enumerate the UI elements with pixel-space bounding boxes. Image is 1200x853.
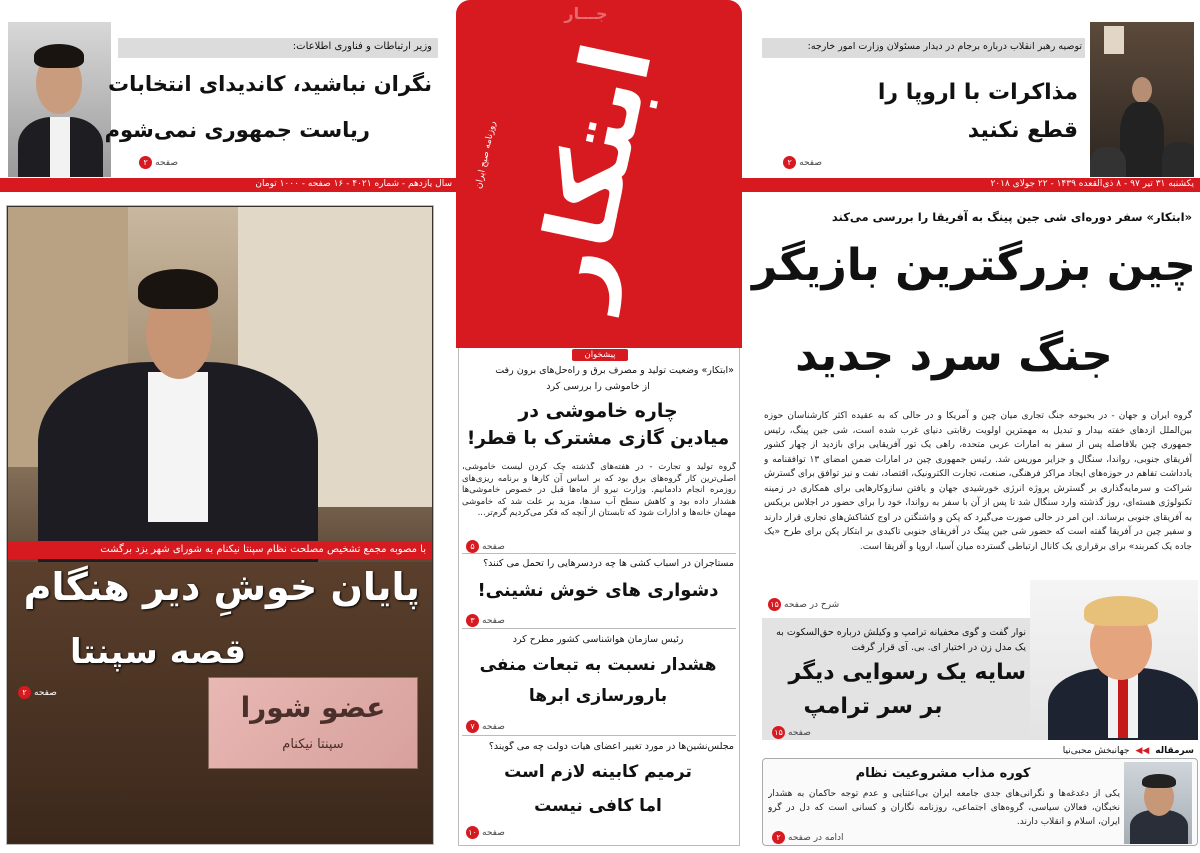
page-number-badge: ۲	[18, 686, 31, 699]
page-label: صفحه	[34, 687, 57, 698]
divider	[462, 628, 736, 629]
page-label: صفحه	[799, 157, 822, 168]
masthead-watermark: جـــار	[564, 4, 608, 23]
editorial-title[interactable]: کوره مذاب مشروعیت نظام	[855, 766, 1031, 781]
story4-kicker: مجلس‌نشین‌ها در مورد تغییر اعضای هیات دولت چه می گویند؟	[488, 741, 734, 752]
leader-photo	[1090, 22, 1194, 177]
editorial-author-photo	[1124, 762, 1192, 844]
story3-kicker: رئیس سازمان هواشناسی کشور مطرح کرد	[512, 634, 684, 645]
left-feature-headline-line1[interactable]: پایان خوشِ دیر هنگام	[23, 565, 420, 609]
top-left-kicker: وزیر ارتباطات و فناوری اطلاعات:	[292, 41, 432, 52]
story2-kicker: مستاجران در اسباب کشی ها چه دردسرهایی را تحمل می کنند؟	[483, 558, 734, 569]
story1-body: گروه تولید و تجارت - در هفته‌های گذشته چک کردن لیست خاموشی، اصلی‌ترین کار گروه‌های برق بود که بر اساس آن کارها و برنامه ریزی‌های روزمره انجام دادمانیم. وزارت نیرو از ماه‌ها قبل در خصوص خاموشی‌ها هشدار داده بود و کاهش سطح آب سدها، مزید بر علت شد که خاموشی مهمان خانه‌ها و ادارات شود که تابستان از آنچه که فکر می‌کردیم گرم‌تر...	[462, 462, 736, 518]
top-left-headline-line2[interactable]: ریاست جمهوری نمی‌شوم	[104, 118, 370, 142]
divider	[462, 553, 736, 554]
page-label: صفحه	[482, 541, 505, 552]
masthead[interactable]	[456, 0, 742, 348]
page-number-badge: ۲	[783, 156, 796, 169]
editorial-header	[762, 743, 1198, 759]
editorial-author: جهانبخش محبی‌نیا	[1062, 746, 1130, 756]
nameplate-line2: سپنتا نیکنام	[282, 737, 344, 752]
top-right-headline-line1[interactable]: مذاکرات با اروپا را	[877, 80, 1078, 105]
trump-headline-line1[interactable]: سایه یک رسوایی دیگر	[788, 660, 1026, 685]
page-number-badge: ۱۰	[466, 826, 479, 839]
page-number-badge: ۱۵	[772, 726, 785, 739]
story1-headline-line2[interactable]: میادین گازی مشترک با قطر!	[466, 428, 730, 449]
page-number-badge: ۱۵	[768, 598, 781, 611]
story3-headline-line1[interactable]: هشدار نسبت به تبعات منفی	[479, 655, 717, 675]
page-number-badge: ۲	[772, 831, 785, 844]
editorial-body: یکی از دغدغه‌ها و نگرانی‌های جدی جامعه ایران بی‌اعتنایی و عدم توجه حاکمان به هشدار نخبگان، فعالان سیاسی، گروه‌های اجتماعی، روزنامه نگاران و کسانی است که دل در گرو ایران، اسلام و انقلاب دارند.	[768, 789, 1120, 827]
trump-page-ref[interactable]	[768, 726, 811, 739]
page-number-badge: ۷	[466, 720, 479, 733]
editorial-section: سرمقاله	[1155, 746, 1194, 756]
lead-kicker: «ابتکار» سفر دوره‌ای شی جین پینگ به آفریقا را بررسی می‌کند	[831, 210, 1192, 224]
minister-photo	[8, 22, 111, 177]
trump-headline-line2[interactable]: بر سر ترامپ	[803, 694, 943, 719]
page-number-badge: ۵	[466, 540, 479, 553]
lead-headline-line1[interactable]: چین بزرگترین بازیگر	[751, 240, 1196, 291]
story4-headline-line2[interactable]: اما کافی نیست	[534, 796, 662, 816]
lead-page-ref[interactable]	[764, 598, 839, 611]
story4-page-ref[interactable]	[462, 826, 505, 839]
trump-photo	[1030, 580, 1198, 740]
page-label: صفحه	[788, 727, 811, 738]
top-right-headline-line2[interactable]: قطع نکنید	[967, 118, 1078, 143]
top-left-page-ref[interactable]	[118, 156, 178, 169]
story3-page-ref[interactable]	[462, 720, 505, 733]
continued-label: شرح در صفحه	[784, 599, 840, 610]
left-feature-kicker: با مصوبه مجمع تشخیص مصلحت نظام سپنتا نیکنام به شورای شهر یزد برگشت	[8, 541, 432, 559]
issue-info-right: یکشنبه ۳۱ تیر ۹۷ - ۸ ذی‌القعده ۱۴۳۹ - ۲۲ جولای ۲۰۱۸	[990, 179, 1194, 189]
story1-kicker-line1: «ابتکار» وضعیت تولید و مصرف برق و راه‌حل‌های برون رفت	[495, 365, 734, 376]
left-feature-headline-line2[interactable]: قصه سپنتا	[69, 632, 247, 672]
story2-headline[interactable]: دشواری های خوش نشینی!	[477, 580, 719, 601]
page-label: صفحه	[482, 827, 505, 838]
page-number-badge: ۳	[466, 614, 479, 627]
left-feature-page-ref[interactable]	[14, 686, 57, 699]
page-label: صفحه	[482, 721, 505, 732]
nameplate-line1: عضو شورا	[240, 691, 386, 724]
trump-kicker: نوار گفت و گوی مخفیانه ترامپ و وکیلش درباره حق‌السکوت به یک مدل زن در اختیار ای. بی. آی قرار گرفت	[776, 627, 1026, 653]
lead-headline-line2[interactable]: جنگ سرد جدید	[795, 330, 1113, 381]
section-badge: پیشخوان	[572, 349, 628, 361]
story4-headline-line1[interactable]: ترمیم کابینه لازم است	[504, 762, 692, 782]
divider	[462, 735, 736, 736]
top-right-kicker: توصیه رهبر انقلاب درباره برجام در دیدار مسئولان وزارت امور خارجه:	[807, 41, 1082, 52]
page-label: صفحه	[482, 615, 505, 626]
issue-info-left: سال یازدهم - شماره ۴۰۲۱ - ۱۶ صفحه - ۱۰۰۰ تومان	[255, 179, 452, 189]
continued-label: ادامه در صفحه	[788, 832, 844, 843]
page-number-badge: ۲	[139, 156, 152, 169]
left-feature-photo	[8, 207, 432, 843]
editorial-page-ref[interactable]	[768, 831, 844, 844]
lead-body: گروه ایران و جهان - در بحبوحه جنگ تجاری میان چین و آمریکا و در حالی که به عقیده اکثر کارشناسان حوزه بین‌الملل ازدهای خفته بیدار و تبدیل به مهمترین اولویت رقابتی دنیای غرب شده است، شی جین پینگ، رئیس جمهوری چین بلافاصله پس از سفر به امارات عربی متحده، راهی یک تور آفریقایی برای بازدید از چهار کشور آفریقای جنوبی، رواندا، سنگال و جزایر موریس شد. رئیس جمهوری چین در امارات ضمن امضای ۱۳ توافقنامه و یادداشت تفاهم در حوزه‌های ایجاد مراکز فرهنگی، صنعت، تجارت الکترونیک، اقتصاد، نفت و نیز توافق برای گسترش شراکت و سرمایه‌گذاری بر گسترش پروژه انرژی خورشیدی جهان و یافتن سازوکارهایی برای همکاری در زمینه تکنولوژی هسته‌ای، روز گذشته وارد سنگال شد تا پس از آن با سفر به رواندا، خود را برای حضور در اجلاس بریکس به آفریقای جنوبی برساند. این امر در حالی صورت می‌گیرد که پکن و واشنگتن در اوج کشاکش‌های تجاری قرار دارند و سفیر چین در آفریقا گفته است که حضور شی جین پینگ در آفریقای جنوبی تاکیدی بر ابتکار پکن برای طرح «یک جاده یک کمربند» برای برقراری یک کانال ارتباطی گسترده میان آسیا، اروپا و آفریقا است.	[764, 411, 1192, 552]
newspaper-tagline: روزنامه صبح ایران	[473, 120, 499, 190]
story1-kicker-line2: از خاموشی را بررسی کرد	[546, 381, 650, 392]
top-right-page-ref[interactable]	[762, 156, 822, 169]
newspaper-logo[interactable]: ابتکار	[513, 34, 675, 314]
story3-headline-line2[interactable]: بارورسازی ابرها	[528, 686, 668, 706]
top-left-headline-line1[interactable]: نگران نباشید، کاندیدای انتخابات	[107, 72, 432, 96]
story1-headline-line1[interactable]: چاره خاموشی در	[518, 400, 678, 422]
page-label: صفحه	[155, 157, 178, 168]
story2-page-ref[interactable]	[462, 614, 505, 627]
editorial-icon: ◀◀	[1135, 746, 1150, 756]
story1-page-ref[interactable]	[462, 540, 505, 553]
